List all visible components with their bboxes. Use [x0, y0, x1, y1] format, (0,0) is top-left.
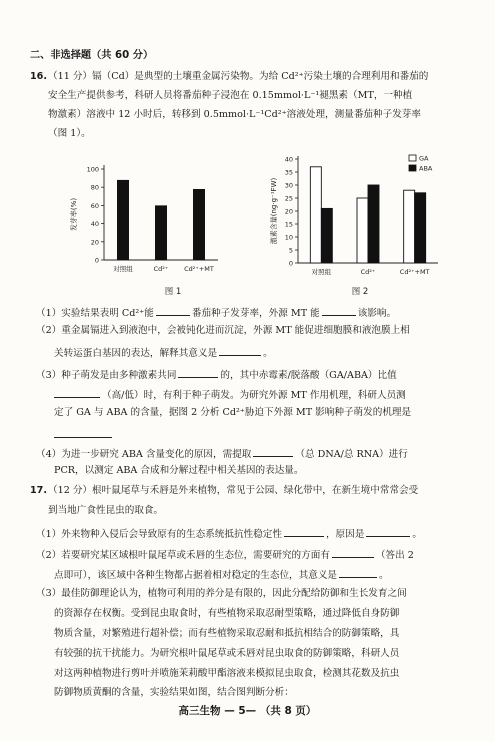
q16-sub1-text-c: 该影响。 [357, 308, 397, 319]
x-tick-label: Cd²⁺ [153, 265, 169, 273]
legend-swatch-ga [409, 155, 416, 161]
page-footer: 高三生物 — 5— （共 8 页） [178, 705, 317, 717]
q17-sub3-line-2: 的资源存在权衡。受到昆虫取食时，有些植物采取忍耐型策略，通过降低自身防御 [54, 608, 400, 619]
x-tick-label: Cd²⁺+MT [399, 268, 430, 276]
q16-sub3-text-c: （高/低）时，有利于种子萌发。为研究外源 MT 作用机理，科研人员测 [102, 390, 406, 401]
bar [155, 205, 167, 260]
q16-sub3-text-b: 的，其中赤霉素/脱落酸（GA/ABA）比值 [220, 370, 397, 381]
q17-sub2-line-1 [36, 548, 414, 561]
y-axis-label: 发芽率(%) [70, 197, 78, 232]
answer-blank[interactable] [322, 306, 356, 316]
y-tick-label: 80 [90, 183, 99, 192]
q16-sub3-line-1 [36, 368, 397, 381]
x-tick-label: Cd²⁺+MT [184, 265, 214, 273]
bar [193, 189, 205, 260]
y-tick-label: 5 [288, 246, 293, 255]
q17-line-2: 到当地广食性昆虫的取食。 [48, 505, 164, 516]
bar-ga [310, 167, 321, 263]
answer-blank[interactable] [284, 527, 324, 537]
q16-sub3-line-2 [54, 388, 406, 401]
answer-blank[interactable] [253, 447, 293, 457]
x-tick-label: 对照组 [311, 268, 332, 276]
q16-sub2-line-1: （2）重金属镉进入到液泡中，会被钝化进而沉淀，外源 MT 能促进细胞膜和液泡膜上相 [36, 325, 410, 336]
q17-sub3-line-6: 防御物质黄酮的含量，实验结果如图，结合图判断分析： [54, 687, 294, 698]
y-tick-label: 10 [284, 233, 293, 242]
q16-sub4-line-2: PCR，以测定 ABA 合成和分解过程中相关基因的表达量。 [54, 465, 304, 476]
chart-title: 图 1 [164, 287, 182, 297]
bar-aba [368, 185, 379, 263]
y-tick-label: 20 [90, 238, 99, 247]
legend-swatch-aba [409, 165, 416, 171]
q16-sub4-text-b: （总 DNA/总 RNA）进行 [295, 449, 408, 460]
q17-sub2-text-d: 。 [379, 570, 389, 581]
y-tick-label: 20 [284, 207, 293, 216]
bar [117, 180, 129, 260]
y-tick-label: 40 [90, 220, 99, 229]
q16-sub3-line-3: 定了 GA 与 ABA 的含量，据图 2 分析 Cd²⁺胁迫下外源 MT 影响种子萌发的机理是 [54, 407, 412, 418]
q17-sub2-text-b: （答出 2 [375, 550, 414, 561]
q17-sub1-text-b: ，原因是 [325, 529, 365, 540]
legend-label: ABA [419, 164, 433, 173]
figure-2-hormone-chart [262, 150, 458, 301]
q17-sub1 [36, 527, 422, 540]
answer-blank[interactable] [332, 548, 374, 558]
q17-line-1: （12 分）根叶鼠尾草与禾唇是外来植物，常见于公园、绿化带中，在新生境中常常会受 [48, 485, 419, 496]
bar-aba [415, 193, 426, 263]
answer-blank[interactable] [178, 368, 218, 378]
y-tick-label: 0 [94, 256, 99, 265]
answer-blank[interactable] [339, 568, 377, 578]
legend-label: GA [419, 154, 429, 163]
x-tick-label: 对照组 [113, 265, 133, 273]
q16-sub1-text-a: （1）实验结果表明 Cd²⁺能 [36, 308, 154, 319]
q16-line-4: （图 1）。 [48, 128, 91, 139]
q16-sub2-text-b: 。 [263, 348, 273, 359]
q16-line-2: 安全生产提供参考，科研人员将番茄种子浸泡在 0.15mmol·L⁻¹褪黑素（MT，一种植 [48, 90, 413, 101]
q17-sub2-line-2 [54, 568, 389, 581]
q16-sub3-line-4 [54, 428, 114, 441]
x-tick-label: Cd²⁺ [360, 268, 376, 276]
q17-sub3-line-5: 对这两种植物进行剪叶并喷施茉莉酸甲酯溶液来模拟昆虫取食，检测其花数及抗虫 [54, 668, 400, 679]
figure-1-germination-chart [58, 155, 263, 301]
q16-sub4-line-1 [36, 447, 408, 460]
answer-blank[interactable] [219, 346, 261, 356]
chart-title: 图 2 [351, 287, 369, 297]
q16-sub1-text-b: 番茄种子发芽率，外源 MT 能 [191, 308, 320, 319]
q17-sub3-line-4: 有较强的抗干扰能力。为研究根叶鼠尾草或禾唇对昆虫取食的防御策略，科研人员 [54, 648, 400, 659]
y-tick-label: 30 [284, 181, 293, 190]
section-title: 二、非选择题（共 60 分） [30, 50, 154, 61]
y-axis-label: 激素含量(ng·g⁻¹FW) [270, 177, 278, 245]
y-tick-label: 100 [86, 165, 99, 174]
q16-line-3: 物激素）溶液中 12 小时后，转移到 0.5mmol·L⁻¹Cd²⁺溶液处理，测量番茄种子发芽率 [48, 109, 421, 120]
y-tick-label: 15 [284, 220, 293, 229]
q17-sub3-line-1: （3）最佳防御理论认为，植物可利用的养分是有限的，因此分配给防御和生长发育之间 [36, 588, 407, 599]
q17-sub3-line-3: 物质含量，对繁殖进行超补偿；而有些植物采取忍耐和抵抗相结合的防御策略，具 [54, 628, 400, 639]
q16-sub4-text-a: （4）为进一步研究 ABA 含量变化的原因，需提取 [36, 449, 252, 460]
q16-sub2-text-a: 关转运蛋白基因的表达，解释其意义是 [54, 348, 218, 359]
y-tick-label: 35 [284, 168, 293, 177]
q16-line-1: （11 分）镉（Cd）是典型的土壤重金属污染物。为给 Cd²⁺污染土壤的合理利用和番茄的 [48, 71, 429, 82]
y-tick-label: 40 [284, 155, 293, 164]
answer-blank[interactable] [54, 388, 100, 398]
bar-ga [357, 198, 368, 263]
q17-sub1-text-c: 。 [412, 529, 422, 540]
q16-sub1 [36, 306, 396, 319]
q16-sub2-line-2 [54, 346, 273, 359]
q17-sub2-text-c: 点即可），该区域中各种生物都占据着相对稳定的生态位，其意义是 [54, 570, 338, 581]
bar-aba [321, 208, 332, 263]
answer-blank[interactable] [54, 428, 112, 438]
y-tick-label: 25 [284, 194, 293, 203]
answer-blank[interactable] [156, 306, 190, 316]
bar-ga [404, 190, 415, 263]
y-tick-label: 0 [288, 259, 293, 268]
answer-blank[interactable] [366, 527, 410, 537]
q17-sub2-text-a: （2）若要研究某区域根叶鼠尾草或禾唇的生态位，需要研究的方面有 [36, 550, 330, 561]
q17-sub1-text-a: （1）外来物种入侵后会导致原有的生态系统抵抗性稳定性 [36, 529, 282, 540]
q16-sub3-text-a: （3）种子萌发是由多种激素共同 [36, 370, 177, 381]
y-tick-label: 60 [90, 201, 99, 210]
q17-number: 17. [30, 485, 47, 496]
q16-number: 16. [30, 71, 47, 82]
